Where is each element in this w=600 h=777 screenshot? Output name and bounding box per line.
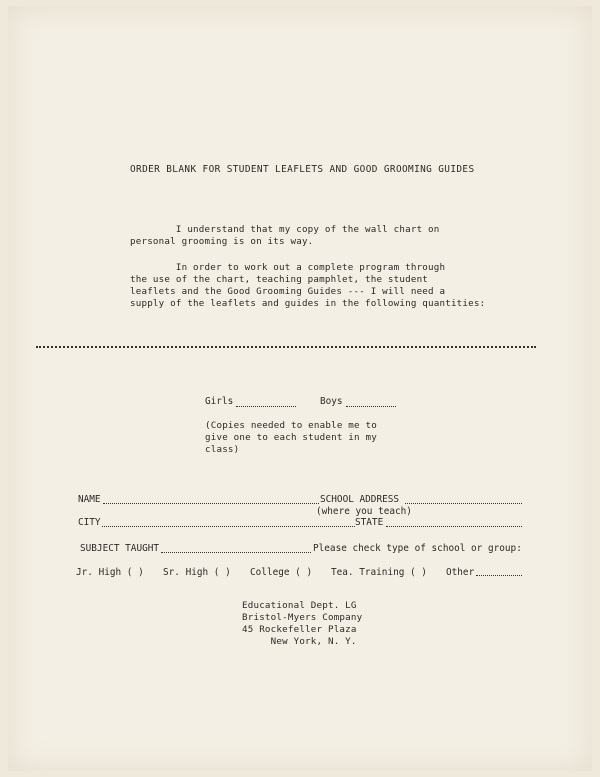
school-address-field[interactable] [405,503,522,504]
cut-line [36,346,536,348]
state-field[interactable] [386,526,522,527]
check-instruction: Please check type of school or group: [313,543,522,554]
other-field[interactable] [476,575,522,576]
paper-sheet [8,6,592,771]
tea-training-checkbox[interactable]: Tea. Training ( ) [331,567,427,578]
sr-high-checkbox[interactable]: Sr. High ( ) [163,567,231,578]
city-label: CITY [78,517,101,528]
return-address: Educational Dept. LG Bristol-Myers Company 45 Rockefeller Plaza New York, N. Y. [242,600,363,647]
where-you-teach-note: (where you teach) [316,506,412,517]
subject-taught-field[interactable] [161,552,311,553]
jr-high-checkbox[interactable]: Jr. High ( ) [76,567,144,578]
quantity-note: (Copies needed to enable me to give one to each student in my class) [205,420,377,455]
name-label: NAME [78,494,101,505]
intro-paragraph: I understand that my copy of the wall chart on personal grooming is on its way. [130,224,440,247]
other-label: Other [446,567,475,578]
request-paragraph: In order to work out a complete program through the use of the chart, teaching pamphlet, the student leaflets and the Good Grooming Guides --- I will need a supply of the leaflets and guides in the following quantities: [130,262,486,309]
boys-quantity-field[interactable] [346,406,396,407]
boys-label: Boys [320,396,343,407]
school-address-label: SCHOOL ADDRESS [320,494,400,505]
form-title: ORDER BLANK FOR STUDENT LEAFLETS AND GOOD GROOMING GUIDES [130,164,475,175]
subject-taught-label: SUBJECT TAUGHT [80,543,160,554]
girls-quantity-field[interactable] [236,406,296,407]
girls-label: Girls [205,396,234,407]
state-label: STATE [355,517,384,528]
college-checkbox[interactable]: College ( ) [250,567,313,578]
name-field[interactable] [103,503,319,504]
city-field[interactable] [102,526,355,527]
